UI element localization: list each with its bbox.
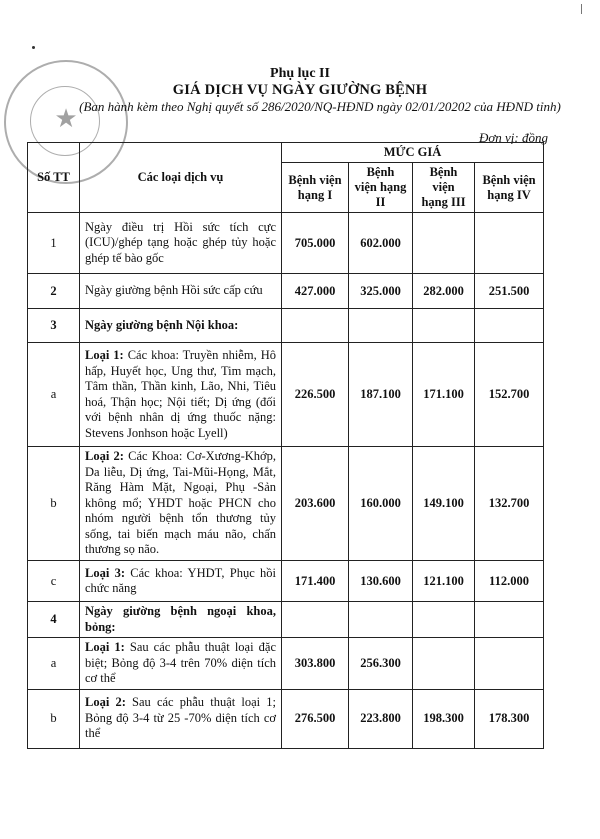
price-hang-2: 160.000: [349, 447, 413, 561]
price-table: [27, 142, 544, 749]
appendix-label: Phụ lục II: [270, 66, 330, 81]
price-hang-2: 325.000: [349, 274, 413, 309]
row-desc-bold: Loại 2:: [85, 695, 126, 710]
row-desc-text: Ngày điều trị Hồi sức tích cực (ICU)/ghép tạng hoặc ghép tủy hoặc ghép tế bào gốc: [85, 219, 276, 265]
row-desc: [80, 638, 282, 690]
row-desc-text: Các khoa: Truyền nhiễm, Hô hấp, Huyết học, Ung thư, Tim mạch, Tâm thần, Thần kinh, Lão, Nhi, Tiêu hoá, Thận học; Nội tiết; Dị ứng (đối với bệnh nhân dị ứng thuốc nặng: Stevens Jonhson hoặc Lyell): [85, 348, 276, 440]
row-desc-bold: Loại 1:: [85, 348, 124, 362]
price-hang-1: 171.400: [282, 561, 349, 602]
price-hang-4: 178.300: [475, 689, 544, 748]
price-hang-4: 251.500: [475, 274, 544, 309]
price-hang-4: [475, 309, 544, 343]
price-hang-3: 282.000: [413, 274, 475, 309]
row-desc-text: Các Khoa: Cơ-Xương-Khớp, Da liễu, Dị ứng, Tai-Mũi-Họng, Mắt, Răng Hàm Mặt, Ngoại, Phụ -Sản không mổ; YHDT hoặc PHCN cho nhóm người bệnh tổn thương tủy sống, tai biến mạch máu não, chấn thương sọ não.: [85, 449, 276, 557]
row-desc-bold: Ngày giường bệnh ngoại khoa, bỏng:: [85, 604, 276, 634]
table-row: [28, 213, 544, 274]
row-desc-bold: Loại 3:: [85, 565, 125, 580]
row-desc: [80, 689, 282, 748]
price-hang-4: [475, 638, 544, 690]
row-desc: [80, 274, 282, 309]
price-hang-1: [282, 309, 349, 343]
row-desc-text: Sau các phẫu thuật loại đặc biệt; Bỏng độ 3-4 trên 70% diện tích cơ thể: [85, 640, 276, 685]
row-stt: b: [28, 447, 80, 561]
header-stt: Số TT: [28, 143, 80, 213]
price-hang-2: 602.000: [349, 213, 413, 274]
header-hang-3: Bệnh viện hạng III: [413, 163, 475, 213]
price-hang-3: 149.100: [413, 447, 475, 561]
seal-star-icon: ★: [54, 104, 78, 133]
header-price-group: MỨC GIÁ: [282, 143, 544, 163]
price-hang-3: [413, 309, 475, 343]
row-desc: [80, 447, 282, 561]
price-hang-4: 152.700: [475, 343, 544, 447]
price-hang-1: 203.600: [282, 447, 349, 561]
header-hang-1: Bệnh viện hạng I: [282, 163, 349, 213]
row-stt: 4: [28, 602, 80, 638]
price-hang-2: [349, 309, 413, 343]
table-row: [28, 309, 544, 343]
table-row: [28, 638, 544, 690]
table-row: [28, 343, 544, 447]
price-hang-2: [349, 602, 413, 638]
row-stt: 3: [28, 309, 80, 343]
table-row: [28, 689, 544, 748]
table-row: [28, 602, 544, 638]
price-hang-1: 303.800: [282, 638, 349, 690]
row-stt: 2: [28, 274, 80, 309]
row-desc-text: Các khoa: YHDT, Phục hồi chức năng: [85, 565, 276, 595]
row-desc-bold: Loại 1:: [85, 640, 125, 654]
header-hang-2: Bệnh viện hạng II: [349, 163, 413, 213]
table-row: [28, 447, 544, 561]
row-desc: [80, 309, 282, 343]
row-stt: c: [28, 561, 80, 602]
table-row: [28, 274, 544, 309]
scan-dot: [32, 46, 35, 49]
price-hang-1: 226.500: [282, 343, 349, 447]
price-hang-4: 132.700: [475, 447, 544, 561]
header-service: Các loại dịch vụ: [80, 143, 282, 213]
table-row: [28, 561, 544, 602]
unit-label: Đơn vị: đồng: [478, 130, 548, 145]
price-hang-3: 198.300: [413, 689, 475, 748]
price-hang-1: 705.000: [282, 213, 349, 274]
row-stt: a: [28, 638, 80, 690]
price-hang-3: [413, 638, 475, 690]
row-stt: 1: [28, 213, 80, 274]
price-hang-3: 121.100: [413, 561, 475, 602]
row-desc-bold: Ngày giường bệnh Nội khoa:: [85, 317, 239, 332]
price-hang-1: 276.500: [282, 689, 349, 748]
row-desc: [80, 602, 282, 638]
price-hang-4: [475, 602, 544, 638]
price-hang-4: [475, 213, 544, 274]
row-desc: [80, 213, 282, 274]
row-desc-text: Ngày giường bệnh Hồi sức cấp cứu: [85, 283, 263, 298]
price-hang-3: 171.100: [413, 343, 475, 447]
price-hang-2: 223.800: [349, 689, 413, 748]
price-hang-4: 112.000: [475, 561, 544, 602]
price-hang-1: [282, 602, 349, 638]
price-hang-3: [413, 213, 475, 274]
price-hang-2: 130.600: [349, 561, 413, 602]
price-hang-1: 427.000: [282, 274, 349, 309]
price-hang-2: 187.100: [349, 343, 413, 447]
header-hang-4: Bệnh viện hạng IV: [475, 163, 544, 213]
price-hang-3: [413, 602, 475, 638]
scan-mark: [581, 4, 582, 14]
row-desc: [80, 561, 282, 602]
row-stt: b: [28, 689, 80, 748]
price-hang-2: 256.300: [349, 638, 413, 690]
row-desc-text: Sau các phẫu thuật loại 1; Bỏng độ 3-4 từ 25 -70% diện tích cơ thể: [85, 695, 276, 741]
row-stt: a: [28, 343, 80, 447]
document-title: GIÁ DỊCH VỤ NGÀY GIƯỜNG BỆNH: [172, 82, 428, 98]
row-desc-bold: Loại 2:: [85, 449, 124, 464]
row-desc: [80, 343, 282, 447]
document-subtitle: (Ban hành kèm theo Nghị quyết số 286/2020/NQ-HĐND ngày 02/01/20202 của HĐND tỉnh): [79, 99, 561, 114]
